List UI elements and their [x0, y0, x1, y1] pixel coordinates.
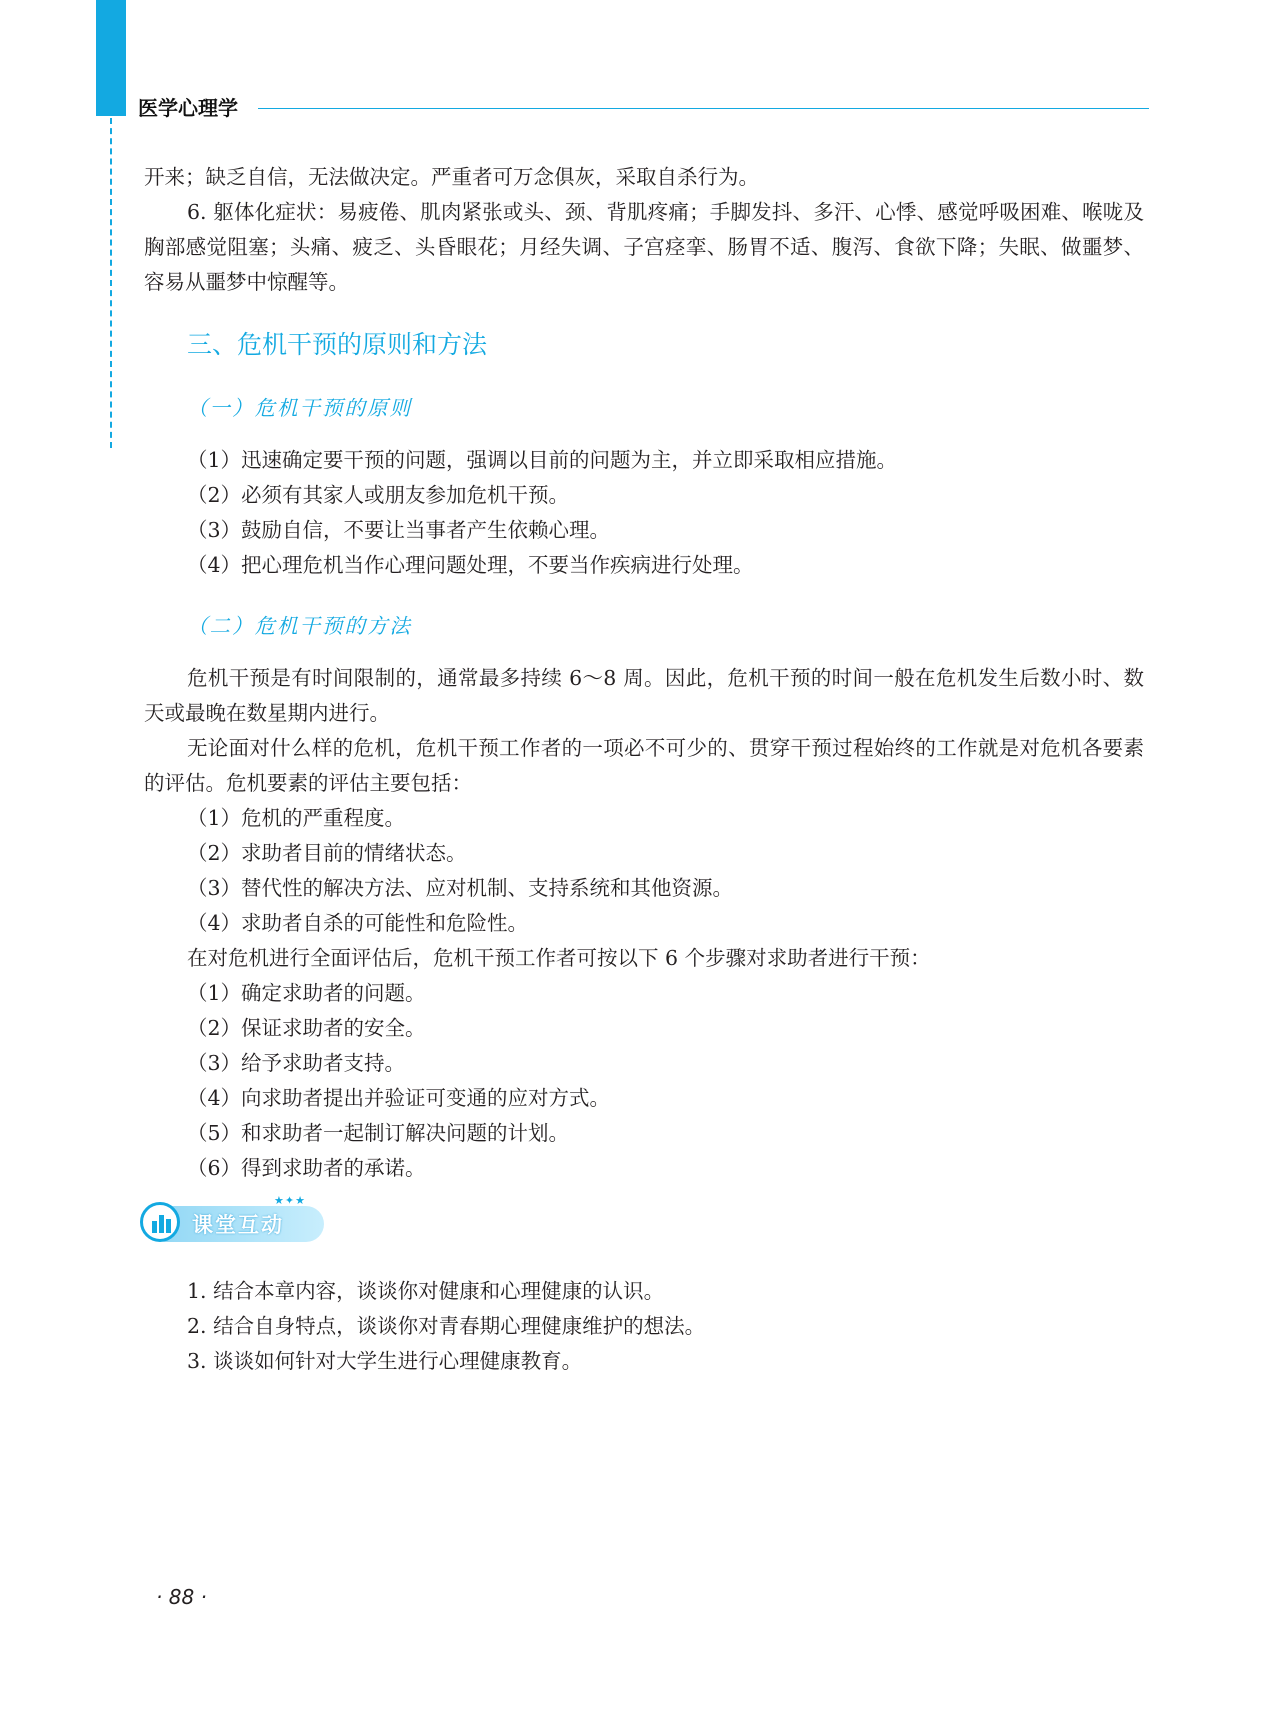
method-paragraph: 在对危机进行全面评估后，危机干预工作者可按以下 6 个步骤对求助者进行干预：	[187, 946, 931, 970]
question-item: 2. 结合自身特点，谈谈你对青春期心理健康维护的想法。	[187, 1314, 706, 1338]
step-item: （5）和求助者一起制订解决问题的计划。	[187, 1121, 570, 1145]
assessment-item: （3）替代性的解决方法、应对机制、支持系统和其他资源。	[187, 876, 734, 900]
step-item: （4）向求助者提出并验证可变通的应对方式。	[187, 1086, 611, 1110]
paragraph-continued: 开来；缺乏自信，无法做决定。严重者可万念俱灰，采取自杀行为。	[144, 165, 759, 189]
classroom-interaction-badge	[140, 1194, 340, 1248]
assessment-item: （4）求助者自杀的可能性和危险性。	[187, 911, 529, 935]
subsection-heading-methods: （二）危机干预的方法	[187, 614, 412, 638]
principle-item: （4）把心理危机当作心理问题处理，不要当作疾病进行处理。	[187, 553, 754, 577]
question-item: 1. 结合本章内容，谈谈你对健康和心理健康的认识。	[187, 1279, 665, 1303]
section-heading: 三、危机干预的原则和方法	[187, 330, 488, 359]
subsection-heading-principles: （一）危机干预的原则	[187, 396, 412, 420]
step-item: （2）保证求助者的安全。	[187, 1016, 426, 1040]
page-content	[144, 160, 1144, 1379]
principle-item: （3）鼓励自信，不要让当事者产生依赖心理。	[187, 518, 611, 542]
step-item: （1）确定求助者的问题。	[187, 981, 426, 1005]
side-dashed-line	[110, 118, 112, 448]
method-paragraph: 无论面对什么样的危机，危机干预工作者的一项必不可少的、贯穿干预过程始终的工作就是对危机各要素的评估。危机要素的评估主要包括：	[144, 736, 1144, 795]
paragraph-somatic-symptoms: 6. 躯体化症状：易疲倦、肌肉紧张或头、颈、背肌疼痛；手脚发抖、多汗、心悸、感觉呼吸困难、喉咙及胸部感觉阻塞；头痛、疲乏、头昏眼花；月经失调、子宫痉挛、肠胃不适、腹泻、食欲下降；失眠、做噩梦、容易从噩梦中惊醒等。	[144, 200, 1144, 294]
step-item: （6）得到求助者的承诺。	[187, 1156, 426, 1180]
stars-icon: ★✦★	[274, 1194, 306, 1207]
running-header-title: 医学心理学	[138, 96, 238, 120]
question-item: 3. 谈谈如何针对大学生进行心理健康教育。	[187, 1349, 583, 1373]
assessment-item: （1）危机的严重程度。	[187, 806, 406, 830]
books-icon	[152, 1215, 172, 1233]
method-paragraph: 危机干预是有时间限制的，通常最多持续 6～8 周。因此，危机干预的时间一般在危机发生后数小时、数天或最晚在数星期内进行。	[144, 666, 1144, 725]
badge-label: 课堂互动	[192, 1213, 284, 1237]
side-color-bar	[96, 0, 126, 116]
badge-circle	[140, 1202, 180, 1242]
page-number: · 88 ·	[156, 1585, 207, 1609]
principle-item: （2）必须有其家人或朋友参加危机干预。	[187, 483, 570, 507]
assessment-item: （2）求助者目前的情绪状态。	[187, 841, 467, 865]
step-item: （3）给予求助者支持。	[187, 1051, 406, 1075]
principle-item: （1）迅速确定要干预的问题，强调以目前的问题为主，并立即采取相应措施。	[187, 448, 898, 472]
header-rule	[258, 108, 1149, 109]
